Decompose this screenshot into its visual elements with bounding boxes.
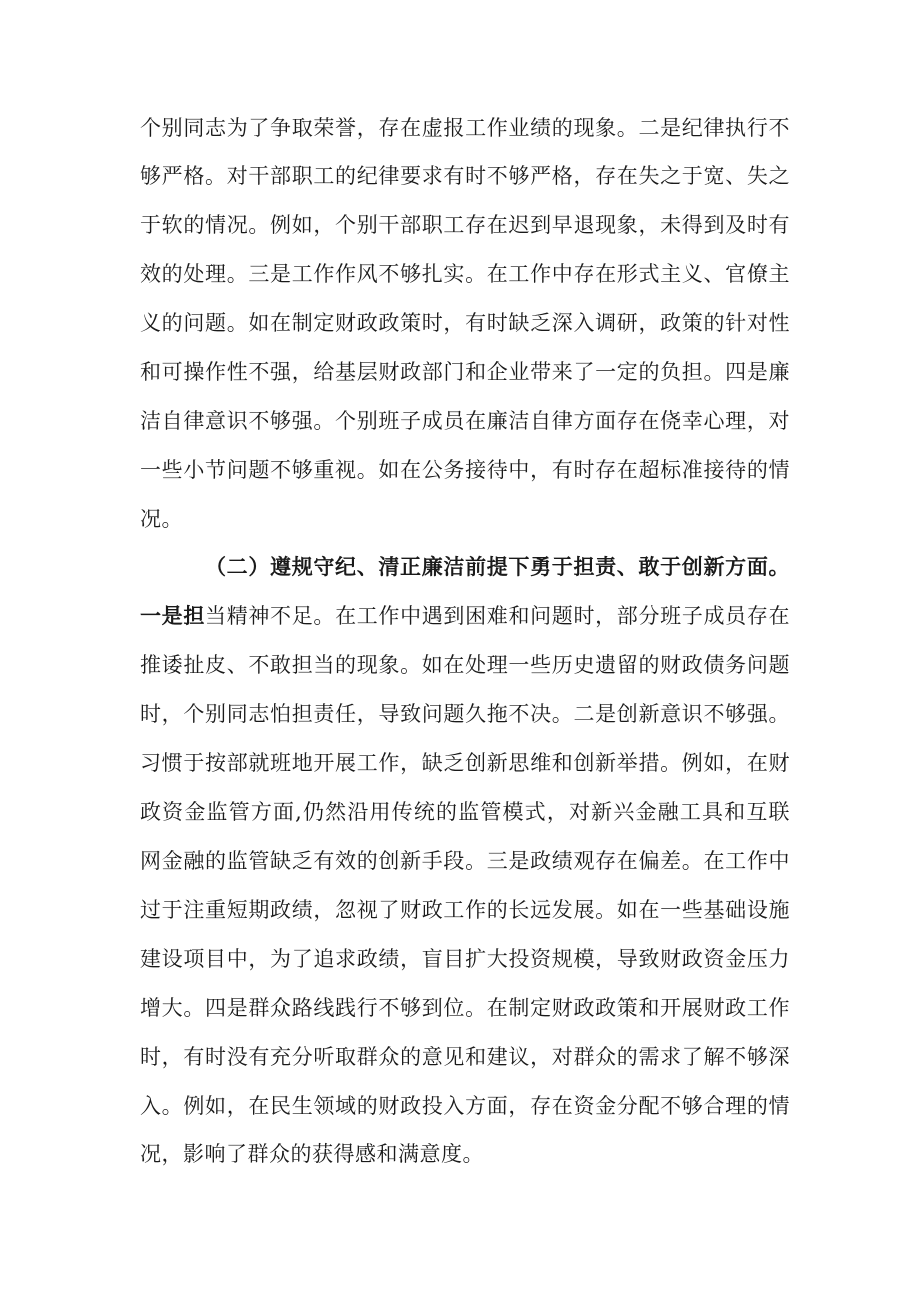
paragraph-line: 入。例如，在民生领域的财政投入方面，存在资金分配不够合理的情 bbox=[140, 1094, 790, 1118]
paragraph-line: 建设项目中，为了追求政绩，盲目扩大投资规模，导致财政资金压力 bbox=[140, 947, 790, 971]
paragraph-line: 政资金监管方面,仍然沿用传统的监管模式，对新兴金融工具和互联 bbox=[140, 800, 790, 824]
paragraph-line: 况。 bbox=[140, 507, 183, 531]
paragraph-line: 增大。四是群众路线践行不够到位。在制定财政政策和开展财政工作 bbox=[140, 996, 790, 1020]
paragraph-line: 习惯于按部就班地开展工作，缺乏创新思维和创新举措。例如，在财 bbox=[140, 751, 790, 775]
paragraph-line: 网金融的监管缺乏有效的创新手段。三是政绩观存在偏差。在工作中 bbox=[140, 849, 790, 873]
paragraph-line: 洁自律意识不够强。个别班子成员在廉洁自律方面存在侥幸心理，对 bbox=[140, 409, 790, 433]
lead-bold-text: 一是担 bbox=[140, 603, 206, 628]
paragraph-line: 于软的情况。例如，个别干部职工存在迟到早退现象，未得到及时有 bbox=[140, 213, 790, 237]
paragraph-line: 一些小节问题不够重视。如在公务接待中，有时存在超标准接待的情 bbox=[140, 458, 790, 482]
paragraph-first-line bbox=[140, 601, 790, 631]
paragraph-line: 过于注重短期政绩，忽视了财政工作的长远发展。如在一些基础设施 bbox=[140, 898, 790, 922]
paragraph-line: 够严格。对干部职工的纪律要求有时不够严格，存在失之于宽、失之 bbox=[140, 164, 790, 188]
paragraph-line: 义的问题。如在制定财政政策时，有时缺乏深入调研，政策的针对性 bbox=[140, 311, 790, 335]
paragraph-line: 时，个别同志怕担责任，导致问题久拖不决。二是创新意识不够强。 bbox=[140, 702, 790, 726]
lead-rest-text: 当精神不足。在工作中遇到困难和问题时，部分班子成员存在 bbox=[205, 604, 790, 628]
paragraph-line: 时，有时没有充分听取群众的意见和建议，对群众的需求了解不够深 bbox=[140, 1045, 790, 1069]
paragraph-line: 个别同志为了争取荣誉，存在虚报工作业绩的现象。二是纪律执行不 bbox=[140, 116, 790, 140]
paragraph-line: 效的处理。三是工作作风不够扎实。在工作中存在形式主义、官僚主 bbox=[140, 262, 790, 286]
paragraph-line: 况，影响了群众的获得感和满意度。 bbox=[140, 1142, 484, 1166]
paragraph-line: 和可操作性不强，给基层财政部门和企业带来了一定的负担。四是廉 bbox=[140, 360, 790, 384]
section-heading: （二）遵规守纪、清正廉洁前提下勇于担责、敢于创新方面。 bbox=[205, 554, 790, 579]
paragraph-line: 推诿扯皮、不敢担当的现象。如在处理一些历史遗留的财政债务问题 bbox=[140, 653, 790, 677]
